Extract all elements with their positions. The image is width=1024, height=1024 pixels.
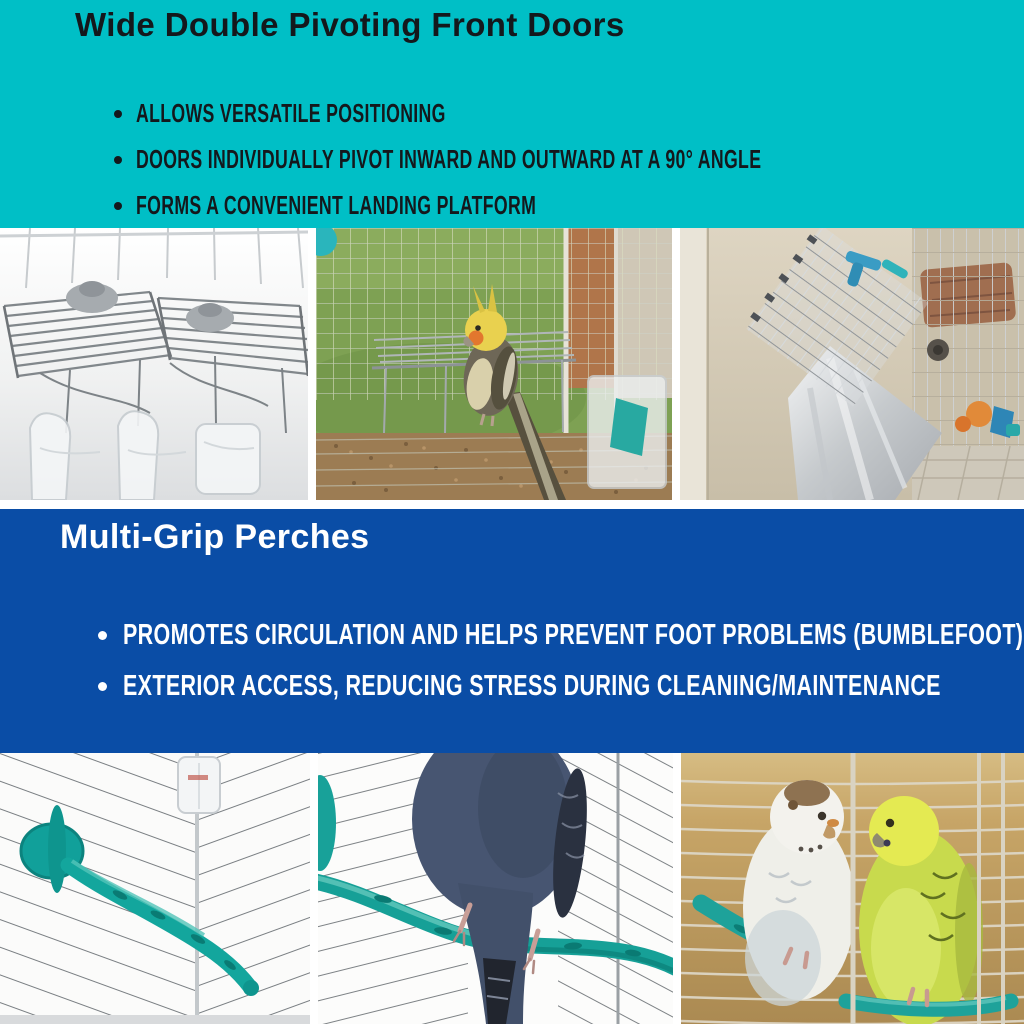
photo-door-pivoted-outward [680,228,1024,500]
section-perches [0,509,1024,753]
photo-cockatiel-on-door [316,228,672,500]
photo-row-doors [0,228,1024,500]
bullet-text: FORMS A CONVENIENT LANDING PLATFORM [136,190,537,221]
front-doors-bullet-list [0,91,1024,229]
bullet-text: ALLOWS VERSATILE POSITIONING [136,98,446,129]
photo-perch-mounted-image [0,753,310,1024]
photo-door-pivoted-outward-image [680,228,1024,500]
perches-title: Multi-Grip Perches [60,518,370,556]
photo-perch-mounted [0,753,310,1024]
photo-budgies-pair-perches [681,753,1024,1024]
bullet-text: DOORS INDIVIDUALLY PIVOT INWARD AND OUTWARD AT A 90° ANGLE [136,144,762,175]
photo-budgie-on-perch-image [318,753,673,1024]
bullet-dot [114,156,122,164]
perches-bullet-list [0,610,1024,712]
photo-row-perches [0,753,1024,1024]
photo-cockatiel-on-door-image [316,228,672,500]
bullet-text: EXTERIOR ACCESS, REDUCING STRESS DURING CLEANING/MAINTENANCE [123,669,941,702]
section-front-doors [0,0,1024,228]
photo-budgies-pair-perches-image [681,753,1024,1024]
front-doors-title: Wide Double Pivoting Front Doors [75,6,625,43]
bullet-dot [114,110,122,118]
bullet-item [0,661,1024,712]
bullet-item [0,183,1024,229]
bullet-dot [114,202,122,210]
photo-doors-open-platform-image [0,228,308,500]
bullet-item [0,610,1024,661]
bullet-item [0,137,1024,183]
photo-doors-open-platform [0,228,308,500]
divider-strip [0,500,1024,509]
photo-budgie-on-perch [318,753,673,1024]
bullet-dot [98,631,107,640]
bullet-text: PROMOTES CIRCULATION AND HELPS PREVENT FOOT PROBLEMS (BUMBLEFOOT) [123,618,1024,651]
bullet-dot [98,682,107,691]
bullet-item [0,91,1024,137]
